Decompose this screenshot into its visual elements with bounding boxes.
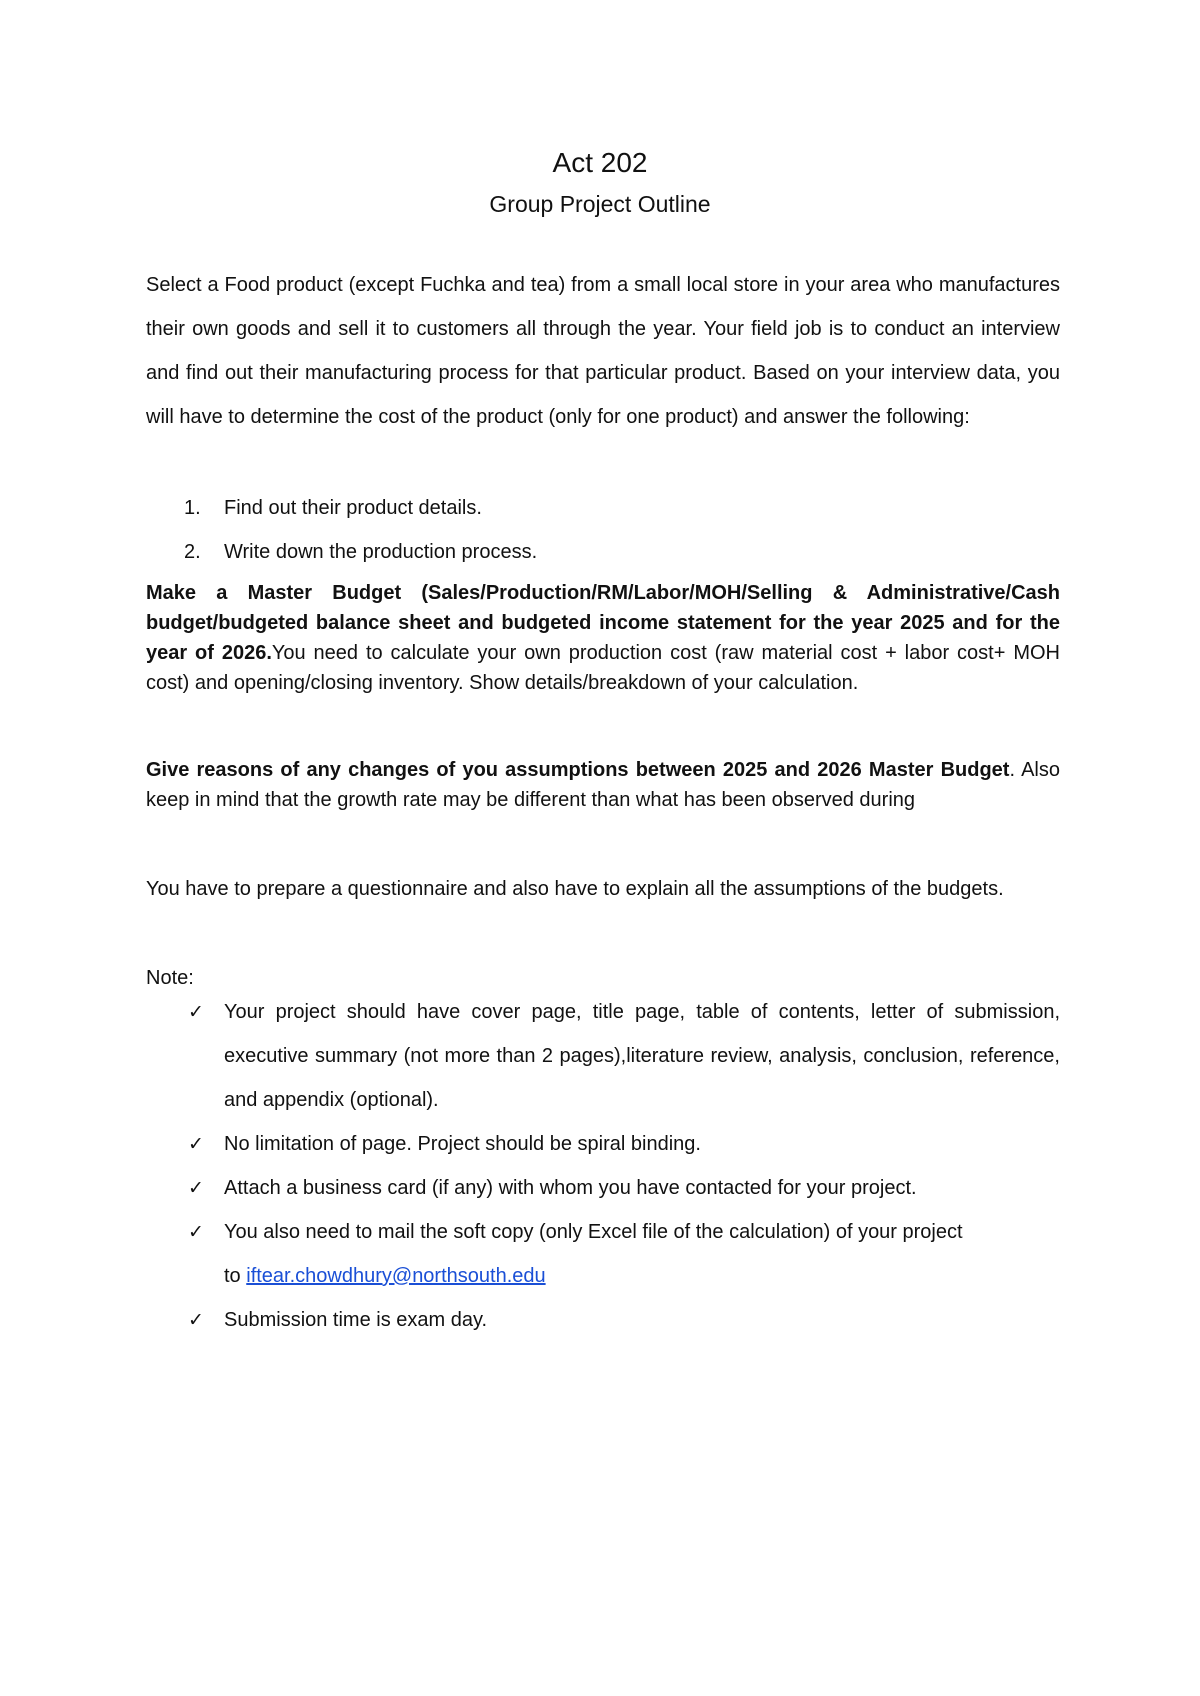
list-item-text: Write down the production process. xyxy=(224,541,538,563)
intro-paragraph: Select a Food product (except Fuchka and tea) from a small local store in your area who manufactures their own goods and sell it to customers all through the year. Your field job is to conduct an interview and find out their manufacturing process for that particular product. Based on your interview data, you will have to determine the cost of the product (only for one product) and answer the following: xyxy=(146,274,1060,428)
list-item-text: Find out their product details. xyxy=(224,497,482,519)
checklist-item xyxy=(146,1210,1060,1298)
list-number: 1. xyxy=(184,497,201,519)
reasons-paragraph xyxy=(146,755,1060,815)
checklist-item xyxy=(146,1122,1060,1166)
list-item xyxy=(146,486,1060,530)
checkmark-icon: ✓ xyxy=(188,1309,204,1331)
checklist-item xyxy=(146,1298,1060,1342)
questionnaire-paragraph: You have to prepare a questionnaire and also have to explain all the assumptions of the budgets. xyxy=(146,878,1004,900)
numbered-list xyxy=(146,486,1060,574)
master-budget-heading: Make a Master Budget (Sales/Production/RM/Labor/MOH/Selling & Administrative/Cash budget/budgeted balance sheet and budgeted income statement for the year 2025 and for the year of 2026. xyxy=(146,582,1060,664)
note-checklist xyxy=(146,990,1060,1342)
checklist-item-text: Submission time is exam day. xyxy=(224,1309,488,1331)
checklist-item-text: Attach a business card (if any) with whom you have contacted for your project. xyxy=(224,1177,917,1199)
email-prefix: to xyxy=(224,1265,247,1287)
email-link[interactable]: iftear.chowdhury@northsouth.edu xyxy=(246,1265,546,1287)
reasons-text: . Also keep in mind that the growth rate may be different than what has been observed during xyxy=(146,759,1060,811)
checklist-item-text: You also need to mail the soft copy (only Excel file of the calculation) of your project xyxy=(224,1221,963,1243)
note-label: Note: xyxy=(146,967,194,989)
checklist-item xyxy=(146,1166,1060,1210)
document-subtitle: Group Project Outline xyxy=(489,191,711,217)
checkmark-icon: ✓ xyxy=(188,1001,204,1023)
reasons-heading: Give reasons of any changes of you assumptions between 2025 and 2026 Master Budget xyxy=(146,759,1010,781)
master-budget-paragraph xyxy=(146,578,1060,698)
list-item xyxy=(146,530,1060,574)
checkmark-icon: ✓ xyxy=(188,1221,204,1243)
checklist-item-text: No limitation of page. Project should be spiral binding. xyxy=(224,1133,701,1155)
checkmark-icon: ✓ xyxy=(188,1133,204,1155)
document-title: Act 202 xyxy=(552,147,648,178)
checklist-item-text: Your project should have cover page, title page, table of contents, letter of submission, executive summary (not more than 2 pages),literature review, analysis, conclusion, reference, and appendix (optional). xyxy=(224,1001,1060,1111)
master-budget-text: You need to calculate your own production cost (raw material cost + labor cost+ MOH cost) and opening/closing inventory. Show details/breakdown of your calculation. xyxy=(146,642,1060,694)
checklist-item xyxy=(146,990,1060,1122)
list-number: 2. xyxy=(184,541,201,563)
checkmark-icon: ✓ xyxy=(188,1177,204,1199)
